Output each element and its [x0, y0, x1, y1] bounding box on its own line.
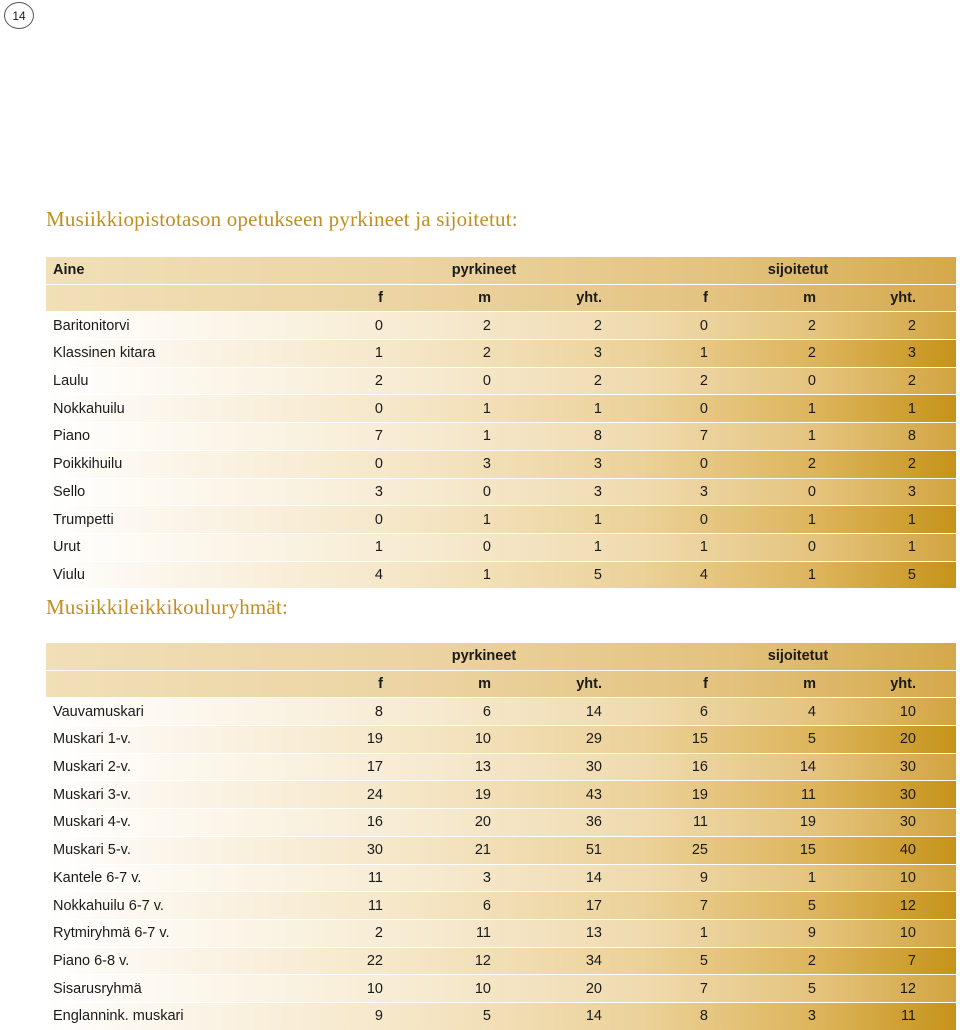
table-cell: 13: [585, 925, 602, 942]
table-cell: 1: [807, 428, 816, 445]
table-row: [46, 339, 956, 367]
table-cell: 3: [807, 1008, 816, 1025]
table-cell: 2: [807, 317, 816, 334]
table-cell: 30: [899, 786, 916, 803]
table-cell: 9: [807, 925, 816, 942]
table-cell: 11: [800, 786, 816, 803]
table-cell: 43: [585, 786, 602, 803]
table-cell: 8: [374, 703, 383, 720]
table-cell: 30: [585, 759, 602, 776]
applicants-table: [46, 257, 956, 588]
column-group-placed: sijoitetut: [767, 648, 829, 665]
table-cell: 2: [593, 373, 602, 390]
row-label: Urut: [53, 539, 81, 556]
row-label: Muskari 4-v.: [53, 814, 131, 831]
table-cell: 1: [807, 400, 816, 417]
table-cell: 8: [907, 428, 916, 445]
table-cell: 2: [807, 952, 816, 969]
table-cell: 0: [374, 317, 383, 334]
table-cell: 1: [699, 925, 708, 942]
page-number: 14: [12, 8, 26, 23]
row-label: Viulu: [53, 566, 85, 583]
table-cell: 3: [482, 869, 491, 886]
table-cell: 0: [482, 373, 491, 390]
table-cell: 3: [593, 456, 602, 473]
table-cell: 22: [366, 952, 383, 969]
table-cell: 30: [899, 759, 916, 776]
table-cell: 5: [907, 566, 916, 583]
table-cell: 5: [807, 897, 816, 914]
table-cell: 0: [699, 511, 708, 528]
table-row: [46, 478, 956, 506]
table-cell: 0: [699, 456, 708, 473]
row-label: Baritonitorvi: [53, 317, 130, 334]
row-label: Muskari 2-v.: [53, 759, 131, 776]
row-label: Kantele 6-7 v.: [53, 869, 142, 886]
table-cell: 10: [474, 731, 491, 748]
table-row: [46, 367, 956, 395]
table-cell: 3: [482, 456, 491, 473]
table-cell: 19: [799, 814, 816, 831]
table-cell: 0: [807, 373, 816, 390]
table-cell: 29: [585, 731, 602, 748]
column-header: f: [378, 676, 383, 693]
table-cell: 7: [374, 428, 383, 445]
column-header: yht.: [890, 290, 916, 307]
table-cell: 40: [899, 842, 916, 859]
table-cell: 1: [482, 566, 491, 583]
column-header: f: [703, 290, 708, 307]
table-cell: 2: [907, 373, 916, 390]
table-cell: 4: [807, 703, 816, 720]
row-label: Rytmiryhmä 6-7 v.: [53, 925, 170, 942]
column-header: yht.: [890, 676, 916, 693]
table-cell: 9: [699, 869, 708, 886]
table-cell: 8: [699, 1008, 708, 1025]
table-cell: 0: [482, 483, 491, 500]
table-row: [46, 780, 956, 808]
table-cell: 3: [907, 345, 916, 362]
table-row: [46, 891, 956, 919]
table-cell: 12: [474, 952, 491, 969]
table-cell: 1: [907, 400, 916, 417]
table-cell: 19: [691, 786, 708, 803]
table-cell: 5: [482, 1008, 491, 1025]
row-label: Poikkihuilu: [53, 456, 123, 473]
header-row-groups: [46, 257, 956, 284]
table-cell: 5: [807, 731, 816, 748]
table-cell: 0: [807, 483, 816, 500]
table-row: [46, 697, 956, 725]
table-cell: 11: [900, 1008, 916, 1025]
table-cell: 11: [367, 897, 383, 914]
table-cell: 30: [366, 842, 383, 859]
table-row: [46, 505, 956, 533]
table-cell: 1: [593, 400, 602, 417]
table-cell: 4: [699, 566, 708, 583]
table-cell: 0: [482, 539, 491, 556]
table-cell: 1: [699, 345, 708, 362]
table-row: [46, 808, 956, 836]
table-cell: 5: [807, 980, 816, 997]
section1-title: Musiikkiopistotason opetukseen pyrkineet ja sijoitetut:: [46, 207, 518, 231]
table-row: [46, 394, 956, 422]
table-cell: 10: [899, 869, 916, 886]
column-header: m: [478, 290, 491, 307]
table-cell: 14: [585, 1008, 602, 1025]
header-row-columns: [46, 284, 956, 312]
table-cell: 6: [699, 703, 708, 720]
table-cell: 17: [366, 759, 383, 776]
column-header: f: [703, 676, 708, 693]
page-number-badge: [4, 2, 34, 29]
column-header: f: [378, 290, 383, 307]
table-cell: 5: [593, 566, 602, 583]
table-cell: 36: [585, 814, 602, 831]
table-cell: 1: [482, 511, 491, 528]
table-cell: 10: [474, 980, 491, 997]
table-cell: 15: [799, 842, 816, 859]
table-cell: 0: [699, 400, 708, 417]
row-label: Klassinen kitara: [53, 345, 156, 362]
table-cell: 20: [585, 980, 602, 997]
table-cell: 0: [699, 317, 708, 334]
music-playschool-table: [46, 643, 956, 1030]
table-row: [46, 725, 956, 753]
row-label: Nokkahuilu 6-7 v.: [53, 897, 164, 914]
table-cell: 8: [593, 428, 602, 445]
table-cell: 1: [907, 539, 916, 556]
table-cell: 3: [907, 483, 916, 500]
table-cell: 6: [482, 703, 491, 720]
table-cell: 16: [366, 814, 383, 831]
table-cell: 10: [899, 925, 916, 942]
table-cell: 20: [474, 814, 491, 831]
table-cell: 20: [899, 731, 916, 748]
table-cell: 9: [374, 1008, 383, 1025]
table-cell: 34: [585, 952, 602, 969]
table-cell: 11: [475, 925, 491, 942]
table-cell: 1: [374, 539, 383, 556]
table-row: [46, 450, 956, 478]
table-cell: 2: [593, 317, 602, 334]
row-label: Vauvamuskari: [53, 703, 144, 720]
table-cell: 2: [482, 317, 491, 334]
table-cell: 1: [374, 345, 383, 362]
table-cell: 1: [807, 511, 816, 528]
table-row: [46, 561, 956, 589]
table-cell: 0: [374, 511, 383, 528]
table-row: [46, 1002, 956, 1030]
table-cell: 5: [699, 952, 708, 969]
table-cell: 7: [699, 980, 708, 997]
table-cell: 1: [907, 511, 916, 528]
table-cell: 3: [593, 345, 602, 362]
table-cell: 7: [699, 428, 708, 445]
table-cell: 51: [585, 842, 602, 859]
table-cell: 1: [807, 869, 816, 886]
table-cell: 11: [692, 814, 708, 831]
column-header: m: [803, 290, 816, 307]
table-row: [46, 864, 956, 892]
table-cell: 12: [899, 980, 916, 997]
column-header: yht.: [576, 676, 602, 693]
column-header: m: [478, 676, 491, 693]
row-label: Sello: [53, 483, 86, 500]
table-cell: 10: [899, 703, 916, 720]
table-cell: 2: [374, 925, 383, 942]
row-label: Muskari 3-v.: [53, 786, 131, 803]
table-cell: 0: [807, 539, 816, 556]
column-header-subject: Aine: [53, 262, 85, 279]
row-label: Piano 6-8 v.: [53, 952, 130, 969]
table-cell: 17: [585, 897, 602, 914]
column-header: yht.: [576, 290, 602, 307]
table-cell: 1: [482, 400, 491, 417]
table-cell: 12: [899, 897, 916, 914]
row-label: Nokkahuilu: [53, 400, 125, 417]
table-cell: 2: [482, 345, 491, 362]
table-cell: 1: [482, 428, 491, 445]
row-label: Piano: [53, 428, 91, 445]
table-row: [46, 836, 956, 864]
table-cell: 24: [366, 786, 383, 803]
table-cell: 10: [366, 980, 383, 997]
header-row-columns: [46, 670, 956, 698]
table-cell: 11: [367, 869, 383, 886]
table-cell: 16: [691, 759, 708, 776]
row-label: Muskari 1-v.: [53, 731, 131, 748]
table-cell: 2: [807, 345, 816, 362]
section2-title: Musiikkileikkikouluryhmät:: [46, 595, 289, 619]
table-cell: 2: [374, 373, 383, 390]
table-cell: 1: [593, 539, 602, 556]
table-cell: 6: [482, 897, 491, 914]
table-cell: 7: [907, 952, 916, 969]
table-cell: 1: [807, 566, 816, 583]
table-cell: 2: [907, 456, 916, 473]
row-label: Trumpetti: [53, 511, 114, 528]
table-cell: 14: [585, 869, 602, 886]
table-cell: 3: [699, 483, 708, 500]
table-cell: 2: [699, 373, 708, 390]
header-row-groups: [46, 643, 956, 670]
table-cell: 19: [366, 731, 383, 748]
table-cell: 0: [374, 456, 383, 473]
table-cell: 25: [691, 842, 708, 859]
table-cell: 14: [585, 703, 602, 720]
table-cell: 2: [807, 456, 816, 473]
table-cell: 15: [691, 731, 708, 748]
table-cell: 3: [374, 483, 383, 500]
row-label: Laulu: [53, 373, 89, 390]
table-cell: 19: [474, 786, 491, 803]
table-cell: 2: [907, 317, 916, 334]
table-cell: 14: [799, 759, 816, 776]
row-label: Englannink. muskari: [53, 1008, 184, 1025]
row-label: Muskari 5-v.: [53, 842, 131, 859]
table-cell: 3: [593, 483, 602, 500]
table-row: [46, 947, 956, 975]
table-cell: 1: [593, 511, 602, 528]
table-cell: 30: [899, 814, 916, 831]
table-cell: 7: [699, 897, 708, 914]
table-cell: 0: [374, 400, 383, 417]
table-row: [46, 919, 956, 947]
table-cell: 1: [699, 539, 708, 556]
table-cell: 13: [474, 759, 491, 776]
table-row: [46, 974, 956, 1002]
table-row: [46, 311, 956, 339]
column-group-placed: sijoitetut: [767, 262, 829, 279]
column-group-applied: pyrkineet: [451, 262, 517, 279]
table-row: [46, 533, 956, 561]
column-header: m: [803, 676, 816, 693]
table-row: [46, 753, 956, 781]
row-label: Sisarusryhmä: [53, 980, 142, 997]
table-cell: 21: [474, 842, 491, 859]
table-row: [46, 422, 956, 450]
column-group-applied: pyrkineet: [451, 648, 517, 665]
table-cell: 4: [374, 566, 383, 583]
